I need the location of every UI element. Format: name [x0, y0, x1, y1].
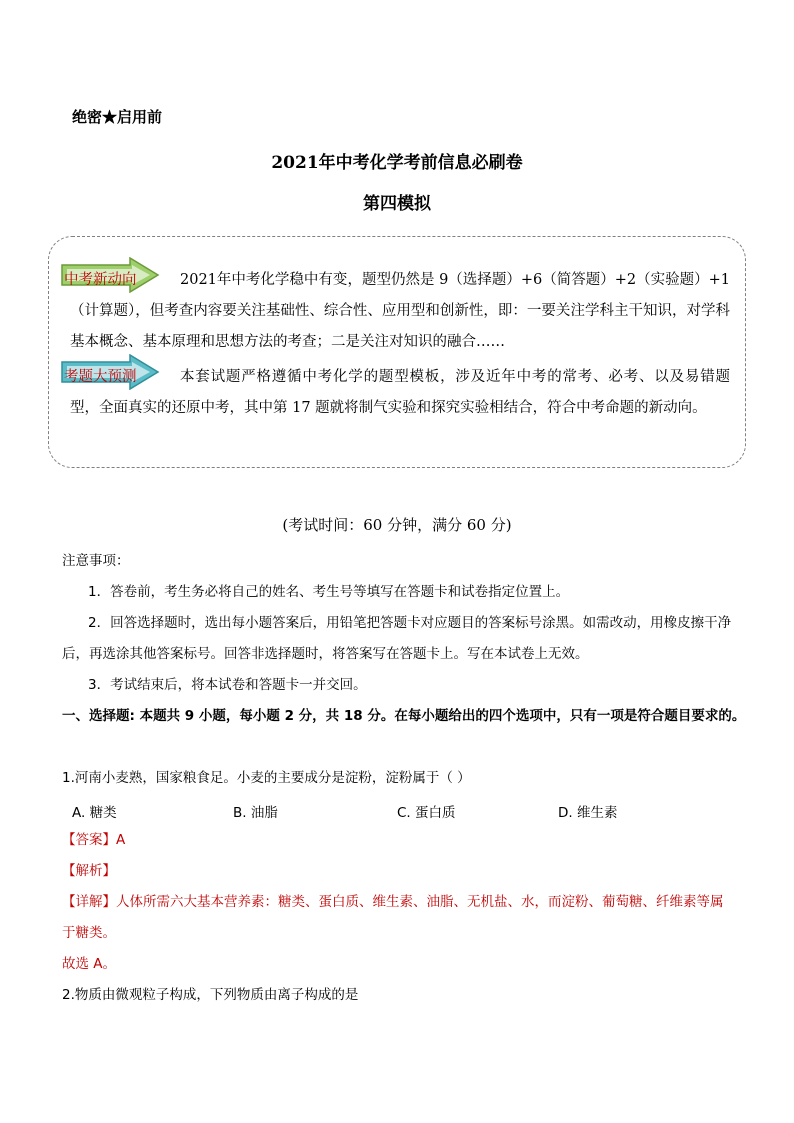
conclusion-text: 故选 A。: [62, 956, 117, 972]
option-b: B. 油脂: [233, 805, 278, 821]
exam-time: (考试时间：60 分钟，满分 60 分): [282, 516, 512, 534]
tag-prediction: 考题大预测: [64, 369, 137, 385]
option-a: A. 糖类: [72, 805, 117, 821]
question-2-stem: 2.物质由微观粒子构成，下列物质由离子构成的是: [62, 987, 359, 1003]
detail-text: 【详解】人体所需六大基本营养素：糖类、蛋白质、维生素、油脂、无机盐、水，而淀粉、葡萄糖、纤维素等属于糖类。: [62, 894, 724, 941]
page-title: 2021年中考化学考前信息必刷卷: [271, 153, 523, 173]
page-subtitle: 第四模拟: [363, 194, 431, 214]
secret-label: 绝密★启用前: [72, 108, 163, 126]
section-heading: 一、选择题: 本题共 9 小题，每小题 2 分，共 18 分。在每小题给出的四个选项中，只有一项是符合题目要求的。: [62, 708, 746, 724]
notes-title: 注意事项：: [62, 553, 130, 569]
tag-new-trend: 中考新动向: [64, 272, 137, 288]
note-item-3: 3．考试结束后，将本试卷和答题卡一并交回。: [88, 677, 367, 693]
answer-label: 【答案】A: [62, 832, 126, 848]
question-1-stem: 1.河南小麦熟，国家粮食足。小麦的主要成分是淀粉，淀粉属于（ ）: [62, 770, 471, 786]
analysis-label: 【解析】: [62, 863, 116, 879]
option-d: D. 维生素: [558, 805, 618, 821]
info-paragraph-1: 2021年中考化学稳中有变，题型仍然是 9（选择题）+6（简答题）+2（实验题）+1（计算题），但考查内容要关注基础性、综合性、应用型和创新性，即：一要关注学科主干知识，对学科基本概念、基本原理和思想方法的考查；二是关注对知识的融合……: [70, 272, 730, 350]
note-item-2: 2．回答选择题时，选出每小题答案后，用铅笔把答题卡对应题目的答案标号涂黑。如需改动，用橡皮擦干净后，再选涂其他答案标号。回答非选择题时，将答案写在答题卡上。写在本试卷上无效。: [62, 615, 732, 662]
note-item-1: 1．答卷前，考生务必将自己的姓名、考生号等填写在答题卡和试卷指定位置上。: [88, 584, 570, 600]
option-c: C. 蛋白质: [397, 805, 456, 821]
info-paragraph-2: 本套试题严格遵循中考化学的题型模板，涉及近年中考的常考、必考、以及易错题型，全面真实的还原中考，其中第 17 题就将制气实验和探究实验相结合，符合中考命题的新动向。: [70, 369, 730, 416]
